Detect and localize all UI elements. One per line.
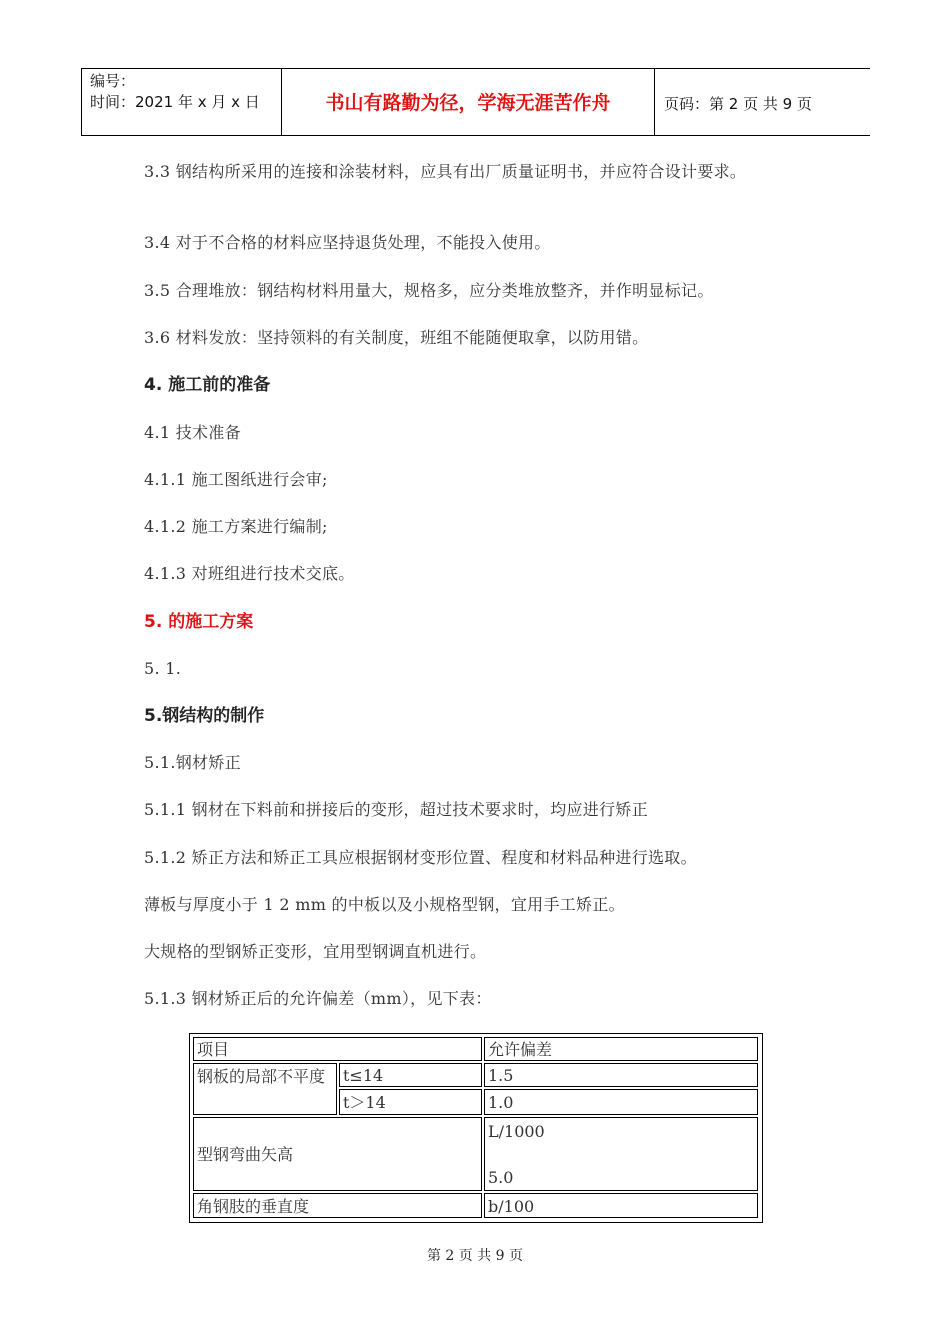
paragraph-3-6: 3.6 材料发放：坚持领料的有关制度，班组不能随便取拿，以防用错。 bbox=[144, 328, 649, 347]
table-header-tolerance: 允许偏差 bbox=[484, 1037, 758, 1061]
paragraph-4-1-2: 4.1.2 施工方案进行编制; bbox=[144, 517, 328, 536]
section-heading-5-steel: 5.钢结构的制作 bbox=[144, 706, 265, 726]
page-footer: 第 2 页 共 9 页 bbox=[426, 1248, 524, 1264]
paragraph-3-4: 3.4 对于不合格的材料应坚持退货处理，不能投入使用。 bbox=[144, 233, 551, 252]
header-bottom-rule bbox=[81, 135, 870, 136]
paragraph-3-3: 3.3 钢结构所采用的连接和涂装材料，应具有出厂质量证明书，并应符合设计要求。 bbox=[144, 162, 747, 181]
paragraph-5-1-2: 5.1.2 矫正方法和矫正工具应根据钢材变形位置、程度和材料品种进行选取。 bbox=[144, 848, 697, 867]
table-cell-cond-b: t＞14 bbox=[339, 1089, 482, 1115]
paragraph-5-1-1: 5.1.1 钢材在下料前和拼接后的变形，超过技术要求时，均应进行矫正 bbox=[144, 800, 648, 819]
table-cell-cond-a: t≤14 bbox=[339, 1063, 482, 1087]
paragraph-5-1-stub: 5. 1. bbox=[144, 659, 182, 678]
table-row-section-item: 型钢弯曲矢高 bbox=[193, 1117, 482, 1191]
tolerance-table bbox=[189, 1033, 763, 1223]
table-cell-section-values bbox=[484, 1117, 758, 1191]
paragraph-large-section: 大规格的型钢矫正变形，宜用型钢调直机进行。 bbox=[144, 942, 487, 961]
paragraph-4-1-3: 4.1.3 对班组进行技术交底。 bbox=[144, 564, 355, 583]
paragraph-5-1: 5.1.钢材矫正 bbox=[144, 753, 241, 772]
table-row-angle-item: 角钢肢的垂直度 bbox=[193, 1193, 482, 1218]
paragraph-5-1-3: 5.1.3 钢材矫正后的允许偏差（mm），见下表： bbox=[144, 989, 492, 1008]
paragraph-3-5: 3.5 合理堆放：钢结构材料用量大，规格多，应分类堆放整齐，并作明显标记。 bbox=[144, 281, 714, 300]
table-cell-section-val-a: L/1000 bbox=[488, 1122, 545, 1141]
header-motto: 书山有路勤为径，学海无涯苦作舟 bbox=[325, 92, 611, 114]
section-heading-4: 4. 施工前的准备 bbox=[144, 375, 271, 395]
table-header-item: 项目 bbox=[193, 1037, 482, 1061]
table-row-plate-item: 钢板的局部不平度 bbox=[193, 1063, 337, 1115]
header-page-label: 页码：第 2 页 共 9 页 bbox=[664, 95, 812, 113]
paragraph-4-1: 4.1 技术准备 bbox=[144, 423, 241, 442]
table-cell-val-b: 1.0 bbox=[484, 1089, 758, 1115]
header-divider bbox=[654, 68, 655, 136]
paragraph-thin-plate: 薄板与厚度小于 1 2 mm 的中板以及小规格型钢，宜用手工矫正。 bbox=[144, 895, 625, 914]
paragraph-4-1-1: 4.1.1 施工图纸进行会审; bbox=[144, 470, 328, 489]
table-cell-val-a: 1.5 bbox=[484, 1063, 758, 1087]
header-divider-left bbox=[81, 68, 82, 136]
header-meta bbox=[90, 71, 280, 113]
table-cell-angle-val: b/100 bbox=[484, 1193, 758, 1218]
header-top-rule bbox=[81, 68, 870, 69]
time-label: 时间：2021 年 x 月 x 日 bbox=[90, 93, 260, 111]
section-heading-5: 5. 的施工方案 bbox=[144, 612, 254, 632]
table-cell-section-val-b: 5.0 bbox=[488, 1168, 514, 1187]
number-label: 编号： bbox=[90, 72, 136, 90]
